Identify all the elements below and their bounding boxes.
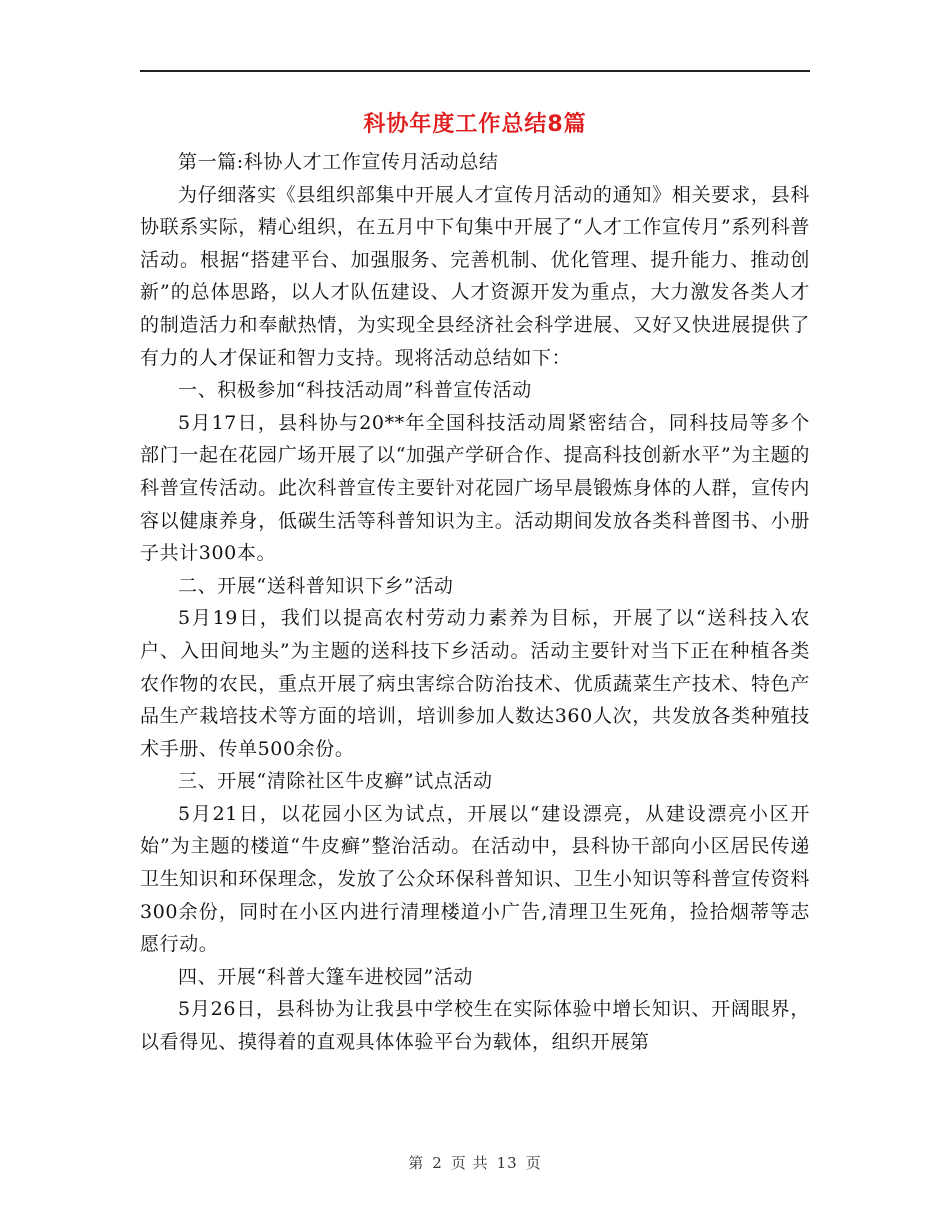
page-label-mid: 页 共 [450,1154,489,1172]
section-heading: 第一篇:科协人才工作宣传月活动总结 [178,151,499,173]
document-body [140,146,810,1059]
body-paragraph: 5月21日，以花园小区为试点，开展以“建设漂亮，从建设漂亮小区开始”为主题的楼道“牛皮癣”整治活动。在活动中，县科协干部向小区居民传递卫生知识和环保理念，发放了公众环保科普知识、卫生小知识等科普宣传资料300余份，同时在小区内进行清理楼道小广告,清理卫生死角，捡拾烟蒂等志愿行动。 [140,802,810,956]
header-rule [140,70,810,72]
section-heading: 三、开展“清除社区牛皮癣”试点活动 [178,770,493,793]
body-paragraph: 5月26日，县科协为让我县中学校生在实际体验中增长知识、开阔眼界，以看得见、摸得着的直观具体体验平台为载体，组织开展第 [140,998,810,1054]
page-footer [0,1152,950,1173]
document-title: 科协年度工作总结8篇 [363,112,587,137]
section-heading: 四、开展“科普大篷车进校园”活动 [178,965,474,988]
page-label-prefix: 第 [408,1154,425,1172]
body-paragraph: 5月17日，县科协与20**年全国科技活动周紧密结合，同科技局等多个部门一起在花园广场开展了以“加强产学研合作、提高科技创新水平”为主题的科普宣传活动。此次科普宣传主要针对花园广场早晨锻炼身体的人群，宣传内容以健康养身，低碳生活等科普知识为主。活动期间发放各类科普图书、小册子共计300本。 [140,411,810,565]
page-label-suffix: 页 [525,1154,542,1172]
section-heading: 二、开展“送科普知识下乡”活动 [178,574,454,597]
body-paragraph: 为仔细落实《县组织部集中开展人才宣传月活动的通知》相关要求，县科协联系实际，精心组织，在五月中下旬集中开展了“人才工作宣传月”系列科普活动。根据“搭建平台、加强服务、完善机制、优化管理、提升能力、推动创新”的总体思路，以人才队伍建设、人才资源开发为重点，大力激发各类人才的制造活力和奉献热情，为实现全县经济社会科学进展、又好又快进展提供了有力的人才保证和智力支持。现将活动总结如下： [140,183,810,369]
section-heading: 一、积极参加“科技活动周”科普宣传活动 [178,379,532,402]
body-paragraph: 5月19日，我们以提高农村劳动力素养为目标，开展了以“送科技入农户、入田间地头”为主题的送科技下乡活动。活动主要针对当下正在种植各类农作物的农民，重点开展了病虫害综合防治技术、优质蔬菜生产技术、特色产品生产栽培技术等方面的培训，培训参加人数达360人次，共发放各类种殖技术手册、传单500余份。 [140,607,810,760]
page-number: 2 [432,1154,443,1172]
total-pages: 13 [496,1154,518,1172]
